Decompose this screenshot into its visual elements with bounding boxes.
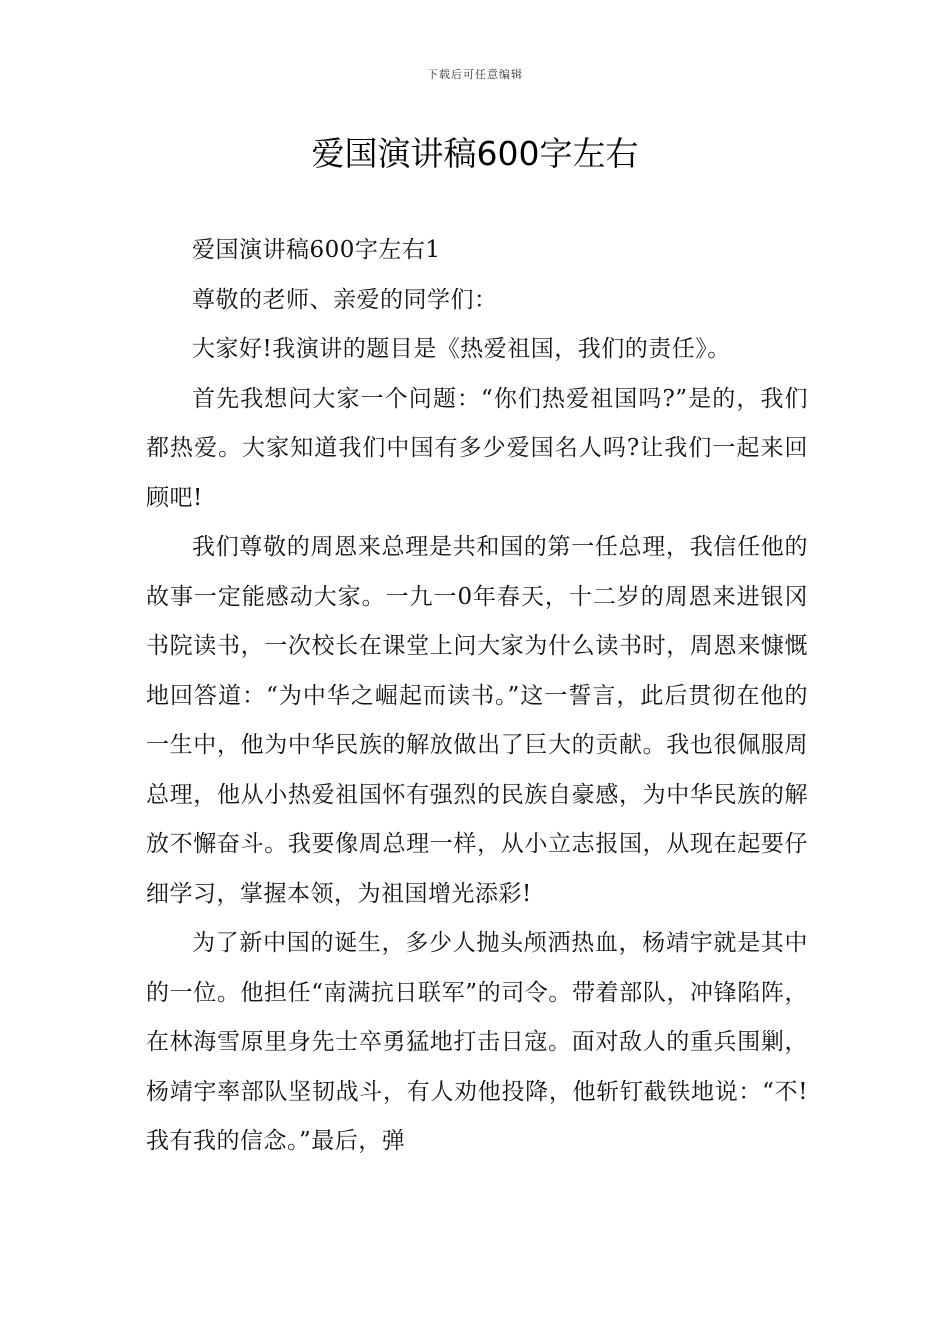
document-title: 爱国演讲稿600字左右 [311,134,639,173]
paragraph-yang-jingyu: 为了新中国的诞生，多少人抛头颅洒热血，杨靖宇就是其中的一位。他担任“南满抗日联军”的司令。带着部队，冲锋陷阵，在林海雪原里身先士卒勇猛地打击日寇。面对敌人的重兵围剿，杨靖宇率部队坚韧战斗，有人劝他投降，他斩钉截铁地说：“不!我有我的信念。”最后，弹 [146,930,808,1154]
header-note: 下载后可任意编辑 [427,68,523,81]
paragraph-greeting: 大家好!我演讲的题目是《热爱祖国，我们的责任》。 [192,336,731,362]
paragraph-salutation: 尊敬的老师、亲爱的同学们： [192,286,498,313]
paragraph-zhou-enlai: 我们尊敬的周恩来总理是共和国的第一任总理，我信任他的故事一定能感动大家。一九一0年春天，十二岁的周恩来进银冈书院读书，一次校长在课堂上问大家为什么读书时，周恩来慷慨地回答道：“为中华之崛起而读书。”这一誓言，此后贯彻在他的一生中，他为中华民族的解放做出了巨大的贡献。我也很佩服周总理，他从小热爱祖国怀有强烈的民族自豪感，为中华民族的解放不懈奋斗。我要像周总理一样，从小立志报国，从现在起要仔细学习，掌握本领，为祖国增光添彩! [146,534,808,907]
paragraph-question: 首先我想问大家一个问题：“你们热爱祖国吗?”是的，我们都热爱。大家知道我们中国有多少爱国名人吗?让我们一起来回顾吧! [146,385,808,511]
document-body [146,226,808,1167]
paragraph-section-heading: 爱国演讲稿600字左右1 [192,237,441,263]
